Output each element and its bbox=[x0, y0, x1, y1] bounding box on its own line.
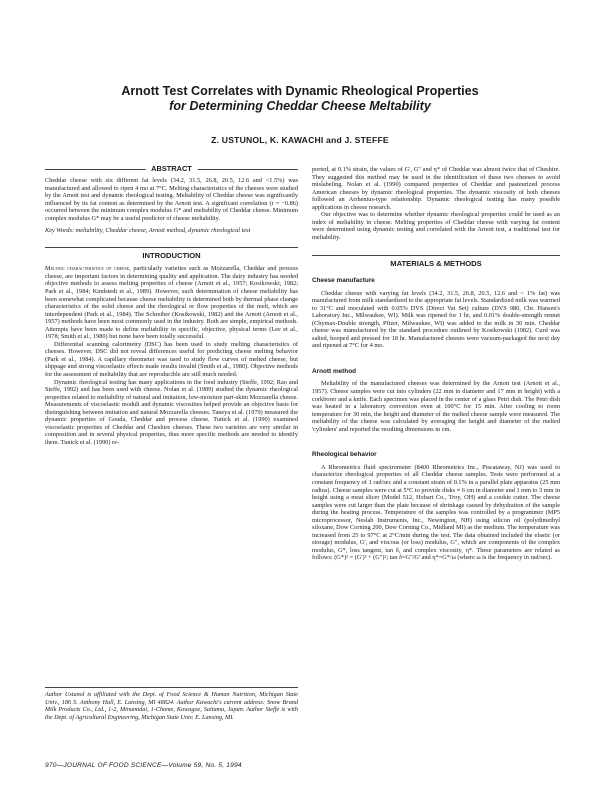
author-list: Z. USTUNOL, K. KAWACHI and J. STEFFE bbox=[211, 135, 389, 145]
abstract-text: Cheddar cheese with six different fat levels (34.2, 31.5, 26.8, 20.5, 12.6 and <1.5%) was manufactured and allowed to ripen 4 mo at 7°C. Melting characteristics of the cheeses were studied by the Arnott test and dynamic rheological testing. Meltability of Cheddar cheese was significantly influenced by its fat content as determined by the Arnott test. A significant correlation (r = −0.86) occurred between the minimum complex modulus G* and meltability of Cheddar cheese. Minimum complex modulus G* may be a useful predictor of cheese meltability. bbox=[45, 177, 298, 222]
abstract-heading: ABSTRACT bbox=[145, 164, 198, 174]
cheese-manufacture-text: Cheddar cheese with varying fat levels (34.2, 31.5, 26.8, 20.5, 12.6 and < 1% fat) was manufactured from milk standardized to the appropriate fat levels. Standardized milk was warmed to 31°C and inoculated with 0.05% DVS (Direct Vat Set) culture (DVS 980, Chr. Hansen's Laboratory Inc., Milwaukee, WI). Milk was ripened for 1 hr, and 0.01% double-strength rennet (Chymax-Double strength, Pfizer, Milwaukee, WI) was added to the milk in 30 min. Cheddar cheese was manufactured by the standard procedure outlined by Kosikowski (1982). Curd was salted, hooped and pressed for 18 hr. Manufactured cheeses were vacuum-packaged the next day and ripened at 7°C for 4 mo. bbox=[312, 289, 560, 350]
subhead-cheese-manufacture: Cheese manufacture bbox=[312, 277, 375, 285]
keywords: Key Words: meltability, Cheddar cheese, Arnott method, dynamic rheological test bbox=[45, 227, 251, 235]
intro-paragraph-3: Dynamic rheological testing has many applications in the food industry (Steffe, 1992; Rao and Steffe, 1992) and has been used with cheese. Nolan et al. (1989) studied the dynamic rheological properties related to meltability of natural and imitation, low-moisture part-skim Mozzarella cheese. Measurements of viscoelastic moduli and dynamic viscosities helped provide an objective basis for distinguishing between imitation and natural Mozzarella cheeses. Taneya et al. (1979) measured the dynamic properties of Gouda, Cheddar and process cheese. Tunick et al. (1990) examined viscoelastic properties of Cheddar and Cheshire cheeses. These two varieties are very similar in composition and in several physical properties, thus more specific methods are needed to identify them. Tunick et al. (1990) re- bbox=[45, 378, 298, 446]
abstract-heading-rule bbox=[45, 164, 298, 174]
intro-lead-in: Melting characteristics of cheese, bbox=[45, 265, 131, 273]
intro-paragraph-1 bbox=[45, 265, 298, 340]
right-column bbox=[312, 166, 560, 562]
objective-paragraph: Our objective was to determine whether dynamic rheological properties could be used as an index of meltability in cheese. Melting properties of Cheddar cheese with varying fat content were determined using dynamic testing and correlated with the Arnott test, a traditional test for meltability. bbox=[312, 211, 560, 241]
methods-heading: MATERIALS & METHODS bbox=[312, 255, 560, 268]
article-title-line-2: for Determining Cheddar Cheese Meltability bbox=[169, 99, 431, 113]
intro-paragraph-1-text: particularly varieties such as Mozzarella, Cheddar and process cheese, are important factors in determining quality and application. The dairy industry has needed objective methods to assess melting properties of cheese (Arnott et al., 1957; Kosikowski, 1982; Park et al., 1984; Kindstedt et al., 1989). However, such determination of cheese meltability has been somewhat complicated because cheese meltability is determined both by thermal phase change characteristics of the solid cheese and the rheological or flow properties of the melt, which are interdependent (Park et al., 1984). The Schreiber (Kosikowski, 1982) and the Arnott (Arnott et al., 1957) methods have been most commonly used in the industry. Both are simple, empirical methods. Attempts have been made to define meltability in specific, objective, physical terms (Lee et al., 1978; Smith et al., 1980) but none have been totally successful. bbox=[45, 265, 298, 341]
subhead-arnott-method: Arnott method bbox=[312, 367, 357, 375]
arnott-method-text: Meltability of the manufactured cheeses was determined by the Arnott test (Arnott et al., 1957). Cheese samples were cut into cylinders (22 mm in diameter and 17 mm in height) with a corkborer and a knife. Each specimen was placed in the center of a glass Petri dish. The Petri dish was heated in a laboratory convection oven at 100°C for 15 min. After cooling to room temperature for 30 min, the height and diameter of the melted cheese sample were measured. The meltability of the cheese was calculated by averaging the height and diameter of the melted 'cylinders' and reported the resulting dimensions in cm. bbox=[312, 380, 560, 433]
author-affiliation-footnote: Author Ustunol is affiliated with the Dept. of Food Science & Human Nutrition, Michigan State Univ., 186 S. Anthony Hall, E. Lansing, MI 48824. Author Kawachi's current address: Snow Brand Milk Products Co., Ltd., 1-2, Minamidai, 1-Chome, Kawagoe, Saitama, Japan. Author Steffe is with the Dept. of Agricultural Engineering, Michigan State Univ. E. Lansing, MI. bbox=[45, 687, 298, 721]
intro-continued-paragraph: ported, at 0.1% strain, the values of G', G" and η* of Cheddar was almost twice that of Cheshire. They suggested this method may be used in the identification of these two cheeses to avoid mislabeling. Nolan et al. (1990) compared properties of Cheddar and pasteurized process American cheeses by dynamic rheological properties. The dynamic viscosity of both cheeses followed an Arrhenius-type relationship. Dynamic rheological testing has many possible applications in cheese research. bbox=[312, 166, 560, 211]
page-footer: 970—JOURNAL OF FOOD SCIENCE—Volume 59, No. 5, 1994 bbox=[45, 762, 242, 769]
subhead-rheological-behavior: Rheological behavior bbox=[312, 451, 377, 459]
introduction-heading: INTRODUCTION bbox=[45, 247, 298, 260]
intro-paragraph-2: Differential scanning calorimetry (DSC) has been used to study melting characteristics of cheeses. However, DSC did not reveal differences useful for predicting cheese melting behavior (Park et al., 1984). A capillary rheometer was used to study flow curves of melted cheese, but slippage and strong viscoelastic effects made results invalid (Smith et al., 1980). Objective methods for the assessment of meltability that are reproducible are still much needed. bbox=[45, 340, 298, 379]
rheological-behavior-text: A Rheometrics fluid spectrometer (8400 Rheometrics Inc., Piscataway, NJ) was used to characterize rheological properties of all Cheddar cheese samples. Tests were performed at a constant frequency of 1 rad/sec and a constant strain of 0.1% in a parallel plate apparatus (25 mm radius). Cheese samples were cut at 5°C to provide disks ≈ 6 cm in diameter and 1 mm to 3 mm in height using a meat slicer (Model 512, Hobart Co., Troy, OH) and a cookie cutter. The cheese samples were cut larger than the plate because of shrinkage caused by dehydration of the sample during the heating process. Temperature of the samples was controlled by a programmer (MP5 microprocessor, Neslab Instruments, Inc., Newington, NH) using silicon oil (polydimethyl siloxane, Dow Corning 200, Dow Corning Co., Midland MI) as the medium. The temperature was increased from 25 to 97°C at 2°C/min during the test. The data obtained included the elastic (or storage) modulus, G', and viscous (or loss) modulus, G", which are components of the complex modulus, G*, loss tangent, tan δ, and complex viscosity, η*. These parameters are related as follows: (G*)² = (G')² + (G")²; tan δ=G"/G' and η*=G*/ω (where ω is the frequency in rad/sec). bbox=[312, 463, 561, 562]
left-column bbox=[45, 164, 298, 447]
article-title-line-1: Arnott Test Correlates with Dynamic Rheological Properties bbox=[121, 84, 479, 98]
